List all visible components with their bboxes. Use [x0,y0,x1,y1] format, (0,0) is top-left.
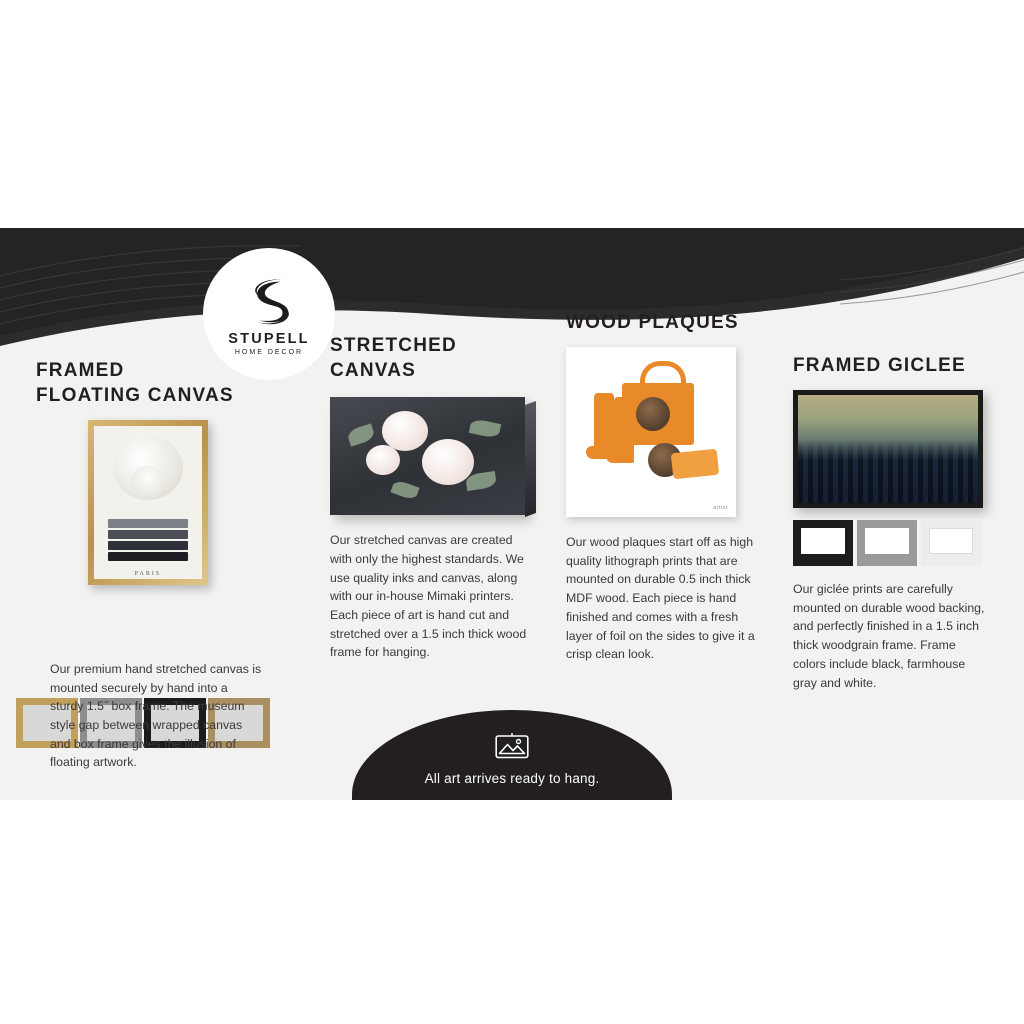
column-body-framed-floating-canvas: Our premium hand stretched canvas is mounted securely by hand into a sturdy 1.5˝ box frame. The museum style gap between wrapped canvas and box frame gives the illusion of floating artwork. [50,662,262,770]
abstract-landscape-print [798,395,978,503]
leaf-illustration [469,418,501,439]
giclee-frame-swatches [793,520,993,566]
column-title-wood-plaques [566,310,766,335]
column-title-framed-floating-canvas [36,358,286,408]
gray-giclee-frame-swatch [857,520,917,566]
flower-illustration [366,445,400,475]
leaf-illustration [390,479,419,501]
canvas-side-edge [525,401,536,517]
title-line-2: CANVAS [330,360,417,382]
column-framed-giclee [793,353,993,692]
title-line-2: FLOATING CANVAS [36,385,234,407]
title-line-1: FRAMED [36,360,125,381]
black-giclee-frame-swatch [793,520,853,566]
floating-canvas-artwork [88,420,208,585]
brand-subtitle: HOME DECOR [234,349,304,357]
ready-to-hang-text: All art arrives ready to hang. [424,771,600,786]
leaf-illustration [346,424,376,447]
scarf-illustration [671,449,719,480]
bouquet-illustration [113,436,183,500]
column-title-framed-giclee [793,353,993,378]
framed-giclee-artwork [793,390,983,508]
title-line-1: STRETCHED [330,335,457,356]
column-stretched-canvas [330,333,535,662]
framed-picture-icon [495,732,529,759]
paris-book-label: PARIS [134,571,162,578]
stretched-canvas-artwork [330,397,525,515]
stupell-s-logo-icon [240,272,298,330]
column-body-stretched-canvas: Our stretched canvas are created with only the highest standards. We use quality inks and canvas, along with our in-house Mimaki printers. Each piece of art is hand cut and stretched over a 1.5 inch thick wood frame for hanging. [330,533,527,660]
column-body-framed-giclee: Our giclée prints are carefully mounted on durable wood backing, and perfectly finished in a 1.5 inch thick woodgrain frame. Frame colors include black, farmhouse gray and white. [793,582,985,690]
white-giclee-frame-swatch [921,520,981,566]
dog-illustration [636,397,670,431]
brand-name: STUPELL [228,330,310,347]
title-line-1: WOOD PLAQUES [566,312,739,333]
wood-plaque-artwork [566,347,736,517]
title-line-1: FRAMED GICLEE [793,355,966,376]
ready-to-hang-banner [352,710,672,800]
artist-signature: artist [713,505,728,512]
infographic-band [0,228,1024,800]
column-body-wood-plaques: Our wood plaques start off as high quality lithograph prints that are mounted on durable 0.5 inch thick MDF wood. Each piece is hand finished and comes with a fresh layer of foil on the sides to give it a crisp clean look. [566,535,755,662]
column-wood-plaques [566,310,766,664]
column-framed-floating-canvas [36,358,286,585]
book-stack-illustration [108,519,188,565]
column-title-stretched-canvas [330,333,535,383]
drip-texture [798,440,978,503]
